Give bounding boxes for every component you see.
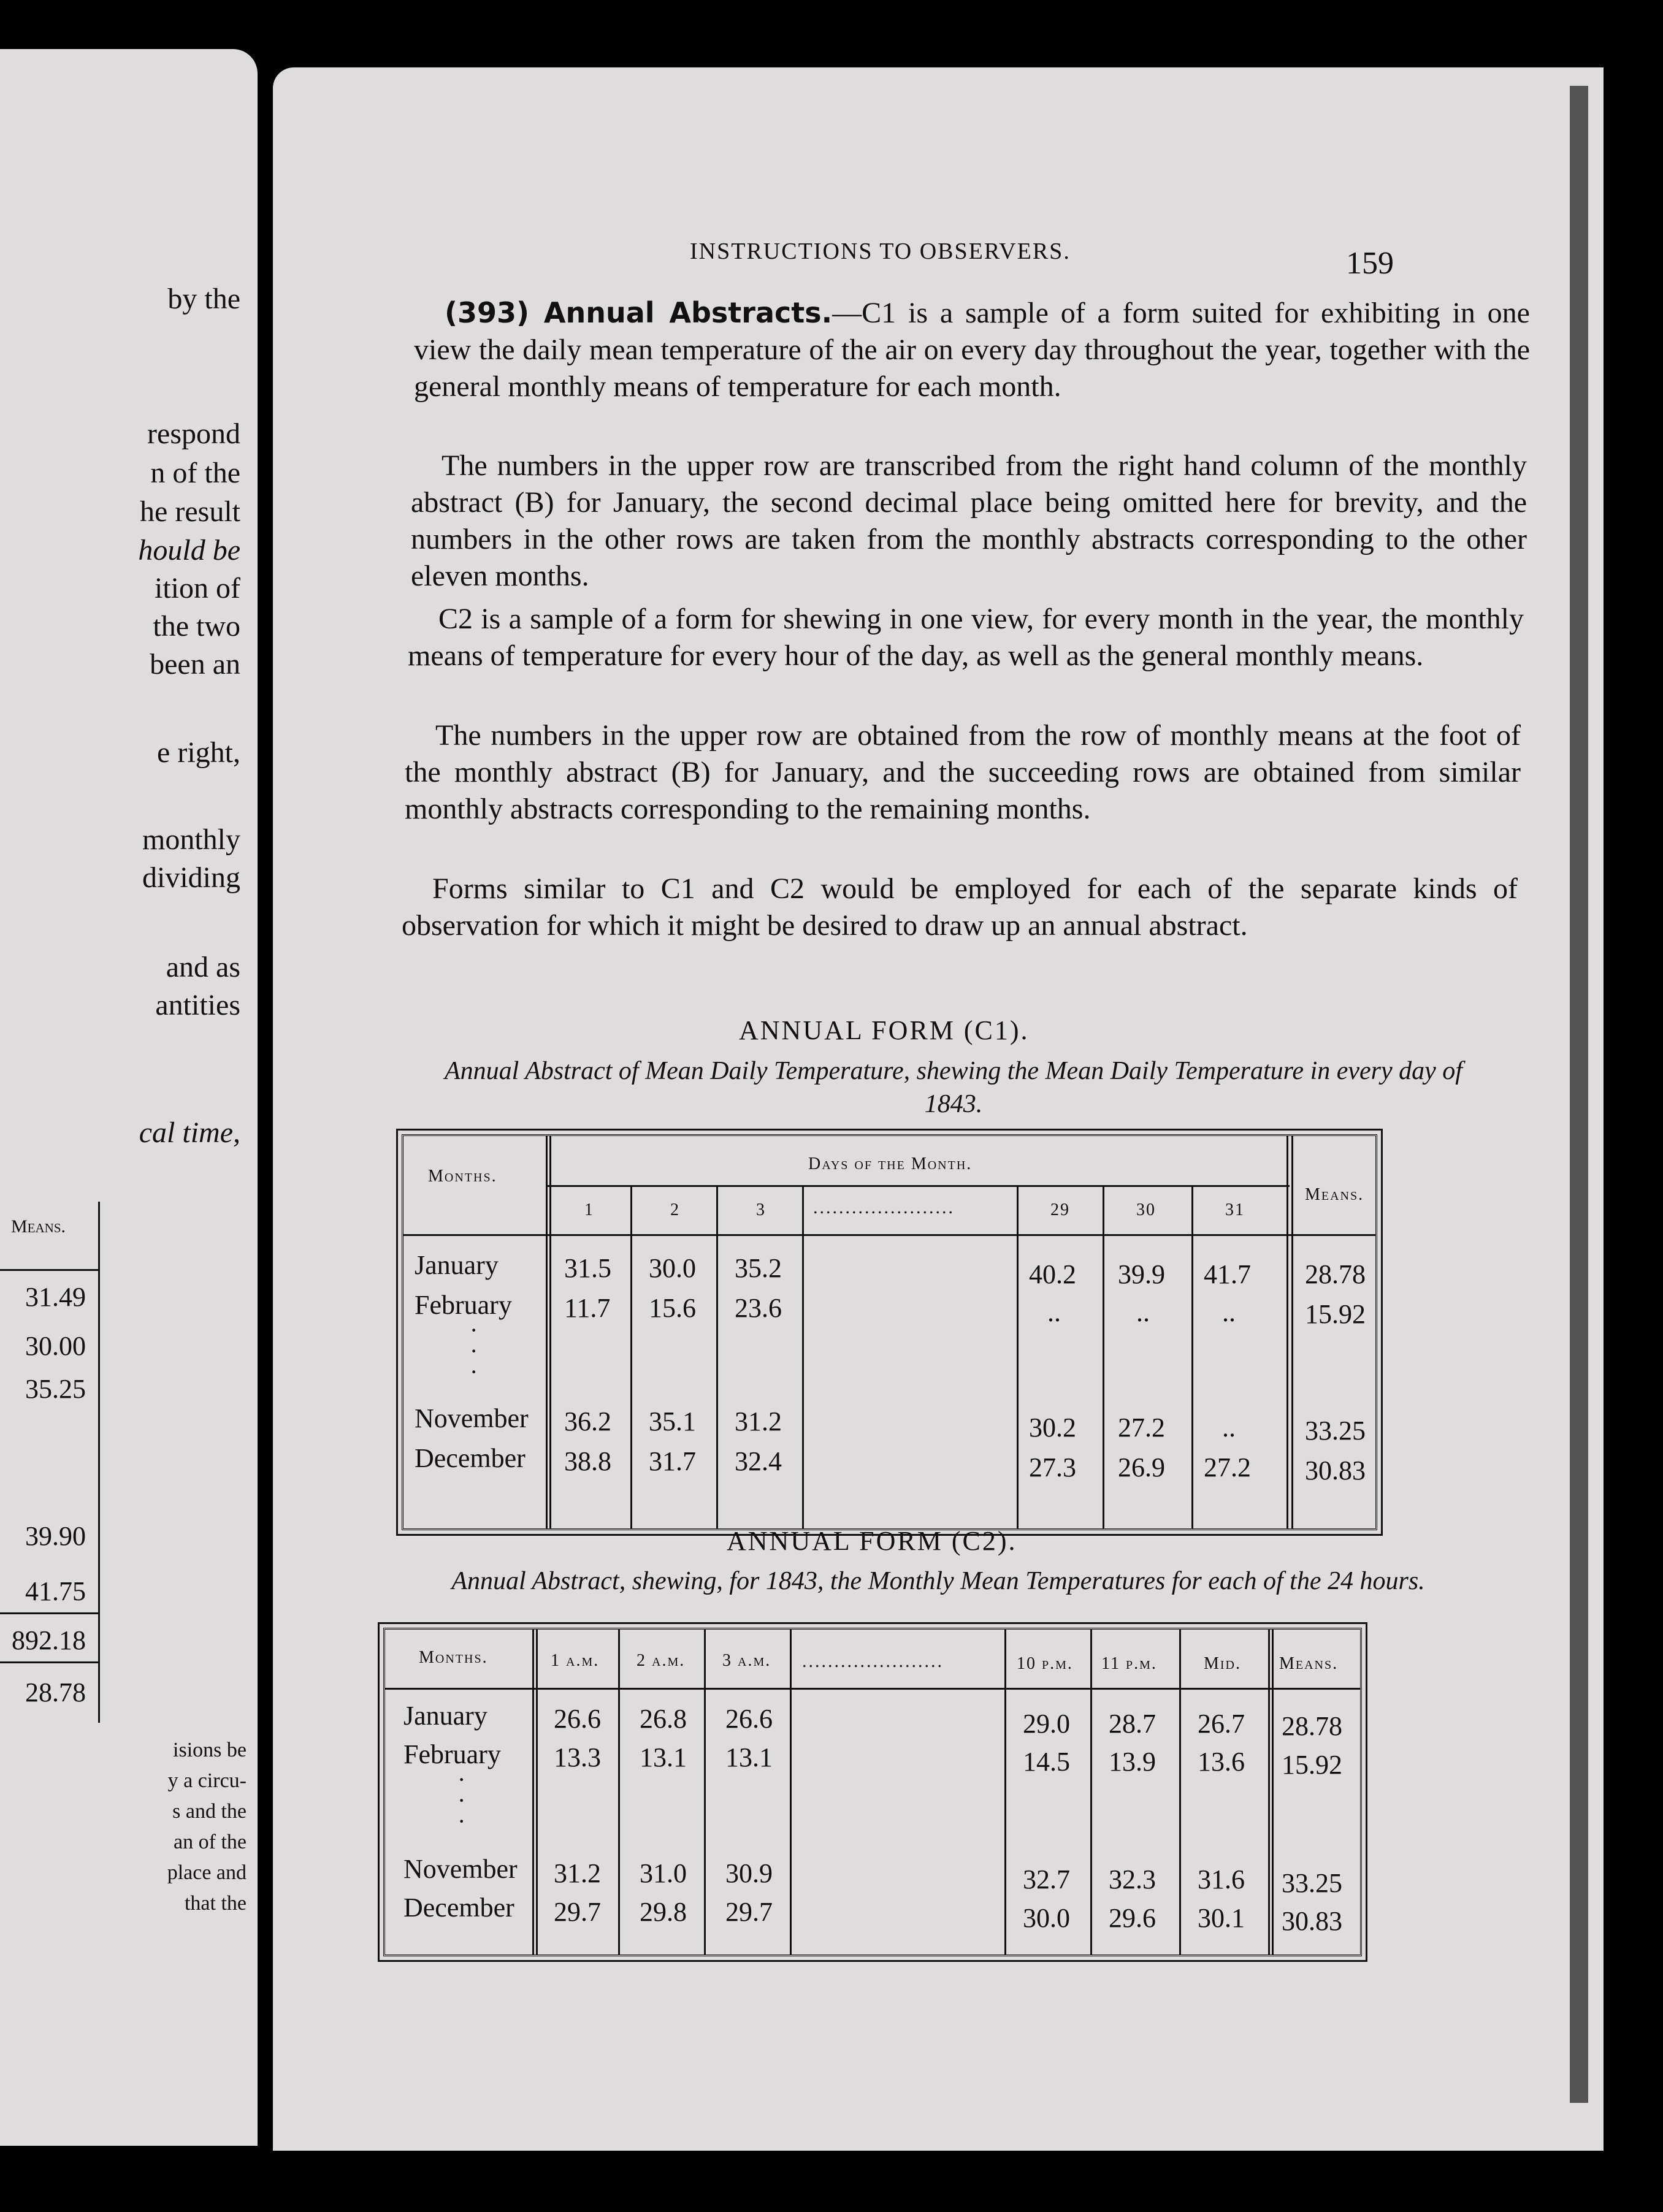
table-cell: .. [1222,1413,1236,1443]
table-cell: 13.1 [640,1742,687,1772]
left-table-value: 39.90 [25,1521,86,1551]
table-cell: 30.9 [725,1858,773,1888]
left-line: n of the [150,457,240,489]
table-cell: 32.7 [1023,1864,1070,1894]
row-mean: 28.78 [1305,1259,1366,1289]
form-c2-caption: Annual Abstract, shewing, for 1843, the Monthly Mean Temperatures for each of the 24 hours. [451,1567,1425,1595]
day-col-29: 29 [1050,1200,1070,1219]
page-edge-shadow [1570,86,1588,2103]
table-cell: 30.0 [649,1253,696,1283]
left-table-value: 41.75 [25,1576,86,1606]
month-label: February [403,1739,501,1769]
col-header-days: Days of the Month. [808,1154,973,1173]
day-col-3: 3 [756,1200,766,1219]
table-cell: 31.2 [554,1858,601,1888]
left-table-value: 30.00 [25,1331,86,1361]
table-cell: 30.2 [1029,1413,1076,1443]
table-cell: 29.6 [1109,1903,1156,1933]
left-line: respond [147,418,240,450]
col-header-months: Months. [419,1648,488,1667]
table-cell: 35.2 [735,1253,782,1283]
table-cell: 31.6 [1198,1864,1245,1894]
row-mean: 15.92 [1305,1299,1366,1329]
table-cell: 15.6 [649,1293,696,1323]
form-c2-title: ANNUAL FORM (C2). [727,1526,1017,1556]
left-table-rule [0,1661,98,1663]
col-header-means: Means. [1305,1185,1364,1204]
left-line: ition of [155,572,240,604]
table-cell: 13.3 [554,1742,601,1772]
section-heading: (393) Annual Abstracts. [445,296,833,329]
paragraph-393: (393) Annual Abstracts.—C1 is a sample of a form suited for exhibiting in one view the daily mean temperature of the air on every day throughout the year, together with the general monthly means of temperature for each month. [414,296,1530,403]
left-footnote-line: y a circu- [167,1769,247,1792]
table-cell: 39.9 [1118,1259,1165,1289]
hour-col-11pm: 11 p.m. [1101,1654,1157,1673]
left-table-value: 28.78 [25,1677,86,1707]
table-cell: 31.5 [564,1253,611,1283]
left-line: antities [155,989,240,1021]
table-cell: 13.6 [1198,1747,1245,1777]
table-cell: 27.3 [1029,1452,1076,1482]
table-cell: .. [1047,1297,1061,1327]
col-header-means: Means. [1279,1654,1339,1673]
table-cell: 29.7 [725,1897,773,1927]
table-cell: 26.9 [1118,1452,1165,1482]
row-mean: 15.92 [1282,1750,1342,1780]
row-mean: 33.25 [1282,1868,1342,1898]
page-number: 159 [1346,246,1394,281]
table-cell: .. [1222,1297,1236,1327]
left-table-value: 892.18 [12,1625,86,1655]
table-cell: 32.3 [1109,1864,1156,1894]
form-c1-table [402,1134,1377,1530]
left-line: he result [140,495,240,528]
left-page [0,49,258,2146]
left-footnote-line: s and the [172,1800,247,1823]
left-line: and as [166,951,240,983]
table-cell: 11.7 [564,1293,611,1323]
dotted-leader: ...................... [813,1197,955,1218]
form-c1-caption: Annual Abstract of Mean Daily Temperature, shewing the Mean Daily Temperature in every day of 1843. [445,1057,1462,1118]
row-mean: 30.83 [1305,1455,1366,1485]
left-line: the two [153,610,240,643]
table-cell: 13.1 [725,1742,773,1772]
table-cell: 31.2 [735,1406,782,1436]
table-cell: 26.6 [725,1704,773,1734]
right-page [273,67,1604,2151]
paragraph: Forms similar to C1 and C2 would be employed for each of the separate kinds of observation for which it might be desired to draw up an annual abstract. [402,872,1518,942]
table-cell: 41.7 [1204,1259,1251,1289]
table-cell: .. [1136,1297,1150,1327]
form-c2-table [383,1628,1362,1956]
table-cell: 26.6 [554,1704,601,1734]
table-cell: 38.8 [564,1446,611,1476]
table-cell: 28.7 [1109,1709,1156,1739]
left-table-rule [0,1612,98,1614]
hour-col-midnight: Mid. [1204,1654,1241,1673]
day-col-2: 2 [670,1200,680,1219]
left-footnote-line: place and [167,1861,247,1884]
month-label: January [415,1250,499,1280]
table-cell: 26.7 [1198,1709,1245,1739]
left-line: by the [167,283,240,315]
hour-col-1am: 1 a.m. [551,1651,600,1670]
hour-col-2am: 2 a.m. [637,1651,686,1670]
day-col-31: 31 [1225,1200,1245,1219]
table-cell: 30.0 [1023,1903,1070,1933]
left-line: cal time, [139,1116,240,1149]
day-col-1: 1 [584,1200,594,1219]
table-cell: 40.2 [1029,1259,1076,1289]
paragraph: C2 is a sample of a form for shewing in one view, for every month in the year, the monthly means of temperature for every hour of the day, as well as the general monthly means. [408,603,1524,672]
form-c1-title: ANNUAL FORM (C1). [739,1015,1030,1045]
row-mean: 28.78 [1282,1711,1342,1741]
table-cell: 13.9 [1109,1747,1156,1777]
left-table-header: Means. [0,1202,98,1271]
month-label: December [415,1443,526,1473]
month-label: January [403,1701,487,1731]
left-footnote-line: that the [184,1892,247,1915]
hour-col-10pm: 10 p.m. [1017,1654,1073,1673]
table-cell: 27.2 [1204,1452,1251,1482]
table-cell: 14.5 [1023,1747,1070,1777]
row-mean: 30.83 [1282,1906,1342,1936]
month-label: November [415,1403,529,1433]
table-cell: 29.7 [554,1897,601,1927]
table-cell: 30.1 [1198,1903,1245,1933]
dotted-leader: ...................... [802,1651,944,1671]
table-cell: 23.6 [735,1293,782,1323]
table-cell: 27.2 [1118,1413,1165,1443]
table-cell: 32.4 [735,1446,782,1476]
table-cell: 31.7 [649,1446,696,1476]
left-line: e right, [157,736,240,769]
left-line: hould be [138,534,240,566]
table-cell: 29.8 [640,1897,687,1927]
col-header-months: Months. [428,1167,497,1186]
left-table-value: 35.25 [25,1374,86,1404]
month-label: November [403,1854,518,1884]
paragraph: The numbers in the upper row are transcribed from the right hand column of the monthly abstract (B) for January, the second decimal place being omitted here for brevity, and the numbers in the other rows are taken from the monthly abstracts corresponding to the other eleven months. [411,449,1527,592]
left-table-value: 31.49 [25,1282,86,1312]
left-line: dividing [142,861,240,894]
table-cell: 31.0 [640,1858,687,1888]
left-line: monthly [142,823,240,856]
left-line: been an [150,648,240,681]
row-mean: 33.25 [1305,1416,1366,1446]
day-col-30: 30 [1136,1200,1156,1219]
month-label: February [415,1290,512,1320]
table-cell: 35.1 [649,1406,696,1436]
ellipsis-rows: · · · [457,1766,466,1835]
table-cell: 29.0 [1023,1709,1070,1739]
paragraph: The numbers in the upper row are obtained from the row of monthly means at the foot of the monthly abstract (B) for January, and the succeeding rows are obtained from similar monthly abstracts corresponding to the remaining months. [405,719,1521,825]
table-cell: 26.8 [640,1704,687,1734]
month-label: December [403,1893,514,1923]
hour-col-3am: 3 a.m. [722,1651,771,1670]
left-means-table [0,1202,100,1723]
running-head: INSTRUCTIONS TO OBSERVERS. [690,238,1071,264]
ellipsis-rows: · · · [470,1316,478,1386]
table-cell: 36.2 [564,1406,611,1436]
left-footnote-line: an of the [174,1831,247,1853]
left-footnote-line: isions be [173,1739,247,1761]
